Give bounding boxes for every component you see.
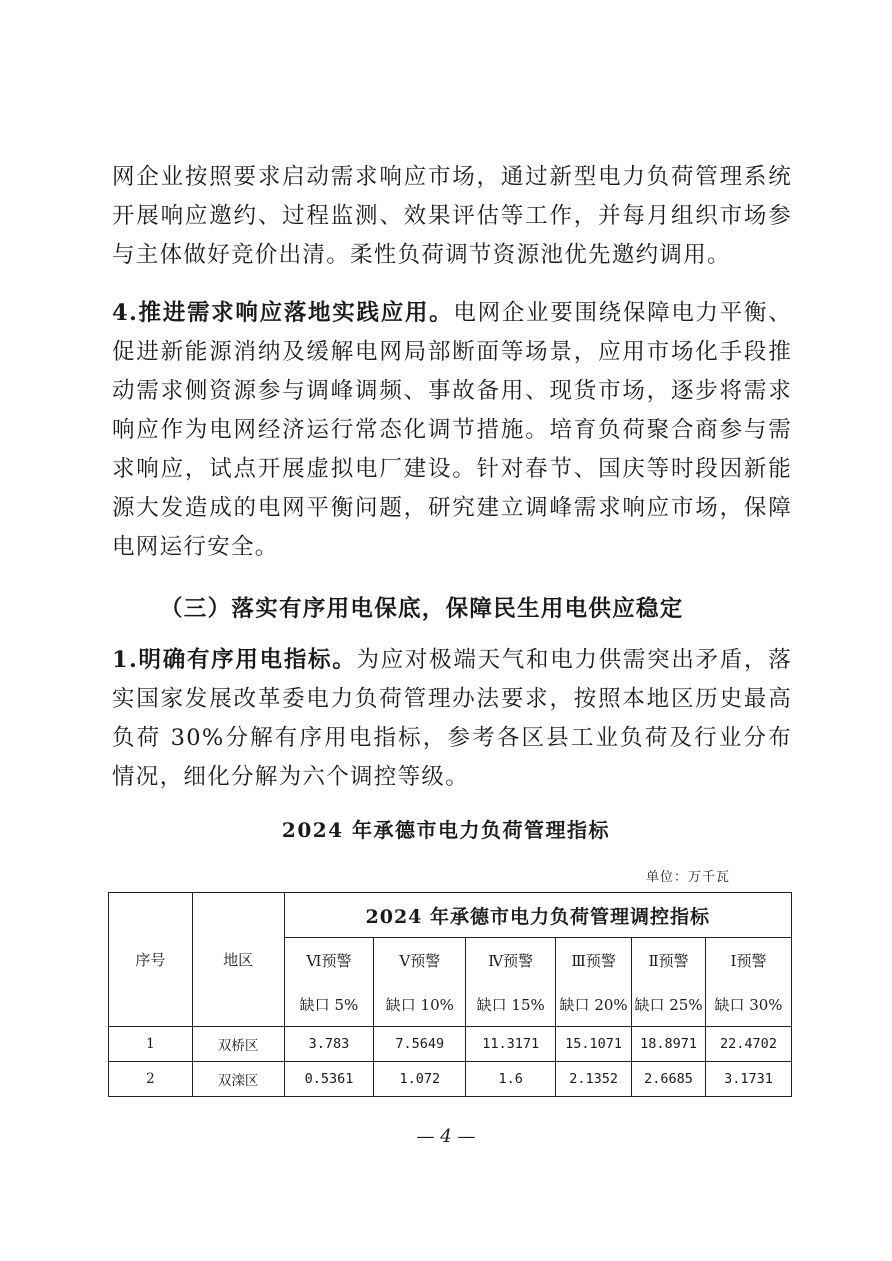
header-region: 地区: [192, 893, 284, 1027]
header-seq: 序号: [109, 893, 193, 1027]
header-group: 2024 年承德市电力负荷管理调控指标: [284, 893, 791, 938]
cell-value: 0.5361: [284, 1062, 374, 1097]
cell-value: 3.1731: [706, 1062, 792, 1097]
header-gap: 缺口 15%: [466, 982, 556, 1027]
paragraph-text: 电网企业要围绕保障电力平衡、促进新能源消纳及缓解电网局部断面等场景，应用市场化手段推动需求侧资源参与调峰调频、事故备用、现货市场，逐步将需求响应作为电网经济运行常态化调节措施。培育负荷聚合商参与需求响应，试点开展虚拟电厂建设。针对春节、国庆等时段因新能源大发造成的电网平衡问题，研究建立调峰需求响应市场，保障电网运行安全。: [112, 300, 792, 560]
header-gap: 缺口 25%: [632, 982, 706, 1027]
load-management-table: [108, 892, 792, 1097]
cell-value: 3.783: [284, 1027, 374, 1062]
cell-value: 18.8971: [632, 1027, 706, 1062]
cell-seq: 2: [109, 1062, 193, 1097]
paragraph-text: 网企业按照要求启动需求响应市场，通过新型电力负荷管理系统开展响应邀约、过程监测、效果评估等工作，并每月组织市场参与主体做好竞价出清。柔性负荷调节资源池优先邀约调用。: [112, 164, 792, 268]
cell-region: 双滦区: [192, 1062, 284, 1097]
cell-value: 22.4702: [706, 1027, 792, 1062]
page-number: — 4 —: [416, 1126, 476, 1147]
paragraph-orderly-power-indicators: [112, 641, 792, 797]
table-title: 2024 年承德市电力负荷管理指标: [281, 818, 611, 842]
header-level: Ⅴ预警: [374, 938, 466, 983]
paragraph-demand-response-practice: [112, 294, 792, 567]
header-level: Ⅳ预警: [466, 938, 556, 983]
cell-value: 7.5649: [374, 1027, 466, 1062]
cell-value: 1.072: [374, 1062, 466, 1097]
cell-seq: 1: [109, 1027, 193, 1062]
cell-value: 11.3171: [466, 1027, 556, 1062]
header-gap: 缺口 10%: [374, 982, 466, 1027]
table-unit: 单位：万千瓦: [646, 870, 731, 885]
cell-value: 2.6685: [632, 1062, 706, 1097]
header-gap: 缺口 20%: [556, 982, 632, 1027]
cell-value: 2.1352: [556, 1062, 632, 1097]
header-gap: 缺口 5%: [284, 982, 374, 1027]
paragraph-lead: 4.推进需求响应落地实践应用。: [112, 300, 454, 326]
header-level: Ⅱ预警: [632, 938, 706, 983]
header-level: Ⅵ预警: [284, 938, 374, 983]
cell-value: 1.6: [466, 1062, 556, 1097]
paragraph-text: 为应对极端天气和电力供需突出矛盾，落实国家发展改革委电力负荷管理办法要求，按照本地区历史最高负荷 30%分解有序用电指标，参考各区县工业负荷及行业分布情况，细化分解为六个调控等级。: [112, 647, 792, 790]
paragraph-demand-response-market: [112, 158, 792, 275]
cell-value: 15.1071: [556, 1027, 632, 1062]
paragraph-lead: 1.明确有序用电指标。: [112, 647, 357, 673]
table-row: [109, 1062, 792, 1097]
header-level: Ⅰ预警: [706, 938, 792, 983]
table-row: [109, 1027, 792, 1062]
header-gap: 缺口 30%: [706, 982, 792, 1027]
section-heading: （三）落实有序用电保底，保障民生用电供应稳定: [160, 596, 684, 622]
cell-region: 双桥区: [192, 1027, 284, 1062]
header-level: Ⅲ预警: [556, 938, 632, 983]
